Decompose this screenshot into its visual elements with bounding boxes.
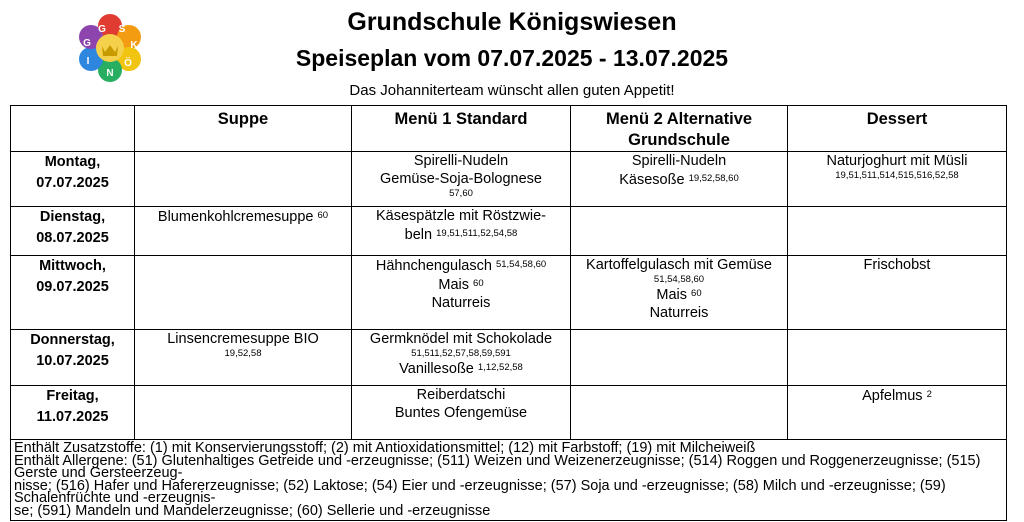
meal-line [571, 256, 787, 274]
logo-letter: K [130, 40, 138, 51]
greeting: Das Johanniterteam wünscht allen guten Appetit! [349, 82, 675, 99]
logo-letter: I [86, 56, 90, 67]
day-name: Mittwoch, [39, 258, 106, 274]
day-row [11, 330, 1007, 386]
suppe-cell [135, 386, 352, 440]
meal-line [352, 207, 570, 225]
meal-name: beln [404, 227, 433, 243]
meal-line [352, 188, 570, 199]
meal-name: Naturreis [649, 305, 709, 321]
col-header-day [11, 106, 135, 152]
col-header-menu1: Menü 1 Standard [352, 106, 571, 152]
meal-name: Hähnchengulasch [375, 258, 492, 274]
meal-name: Gemüse-Soja-Bolognese [379, 171, 542, 187]
logo-letter: G [83, 38, 91, 49]
meal-line [571, 274, 787, 285]
legend-additives: Enthält Zusatzstoffe: (1) mit Konservierungsstoff; (2) mit Antioxidationsmittel; (12) mit Farbstoff; (19) mit Milcheiweiß [14, 440, 756, 456]
suppe-cell [135, 256, 352, 330]
meal-line [135, 348, 351, 359]
legend-allergens: nisse; (516) Hafer und Hafererzeugnisse; (52) Laktose; (54) Eier und -erzeugnisse; (57) Soja und -erzeugnisse; (58) Milch und -erzeugnisse; (59) Schalenfrüchte und -erzeugnis- [14, 477, 946, 506]
meal-name: Spirelli-Nudeln [631, 153, 727, 169]
meal-line [352, 275, 570, 294]
meal-line [352, 359, 570, 378]
menu2-cell [571, 207, 788, 256]
day-date: 07.07.2025 [36, 175, 109, 191]
menu2-cell [571, 330, 788, 386]
day-cell [11, 256, 135, 330]
legend-allergens: se; (591) Mandeln und Mandelerzeugnisse; (60) Sellerie und -erzeugnisse [14, 502, 491, 519]
allergen-codes: 57,60 [449, 188, 473, 199]
meal-line [571, 285, 787, 304]
suppe-cell [135, 152, 352, 207]
suppe-cell [135, 207, 352, 256]
meal-name: Käsespätzle mit Röstzwie- [375, 208, 547, 224]
logo-letter: G [98, 24, 106, 35]
header-row [11, 106, 1007, 152]
allergen-codes: 51,511,52,57,58,59,591 [411, 348, 511, 359]
meal-line [135, 330, 351, 348]
col-header-dessert: Dessert [788, 106, 1007, 152]
school-name: Grundschule Königswiesen [347, 8, 677, 36]
menu1-cell [352, 152, 571, 207]
day-date: 09.07.2025 [36, 279, 109, 295]
allergen-codes: 19,51,511,52,54,58 [436, 228, 518, 239]
legend-allergens: Enthält Allergene: (51) Glutenhaltiges Getreide und -erzeugnisse; (511) Weizen und Weizenerzeugnisse; (514) Roggen und Roggenerzeugnisse; (515) Gerste und Gersteerzeug- [14, 452, 981, 481]
meal-name: Kartoffelgulasch mit Gemüse [586, 257, 772, 273]
logo-letter: S [118, 24, 126, 35]
day-cell [11, 330, 135, 386]
logo-letter: Ö [124, 58, 132, 69]
day-date: 11.07.2025 [36, 409, 109, 425]
allergen-codes: 2 [926, 389, 932, 400]
day-row [11, 386, 1007, 440]
col-header-menu2: Menü 2 Alternative Grundschule [571, 106, 788, 152]
meal-name: Linsencremesuppe BIO [167, 331, 319, 347]
menu2-cell [571, 256, 788, 330]
dessert-cell [788, 207, 1007, 256]
day-cell [11, 207, 135, 256]
meal-line [788, 386, 1006, 405]
day-cell [11, 152, 135, 207]
menu2-cell [571, 386, 788, 440]
day-name: Dienstag, [39, 209, 106, 225]
allergen-codes: 60 [473, 278, 484, 289]
footer-row [11, 440, 1007, 521]
meal-plan-table [10, 105, 1007, 521]
dessert-cell [788, 330, 1007, 386]
meal-name: Vanillesoße [399, 361, 474, 377]
allergen-codes: 19,52,58,60 [688, 173, 739, 184]
allergen-codes: 1,12,52,58 [477, 362, 523, 373]
day-row [11, 256, 1007, 330]
meal-line [352, 330, 570, 348]
meal-name: Buntes Ofengemüse [394, 405, 528, 421]
meal-line [352, 170, 570, 188]
meal-name: Reiberdatschi [416, 387, 506, 403]
dessert-cell [788, 152, 1007, 207]
allergen-codes: 60 [691, 288, 702, 299]
meal-line [352, 256, 570, 275]
menu1-cell [352, 386, 571, 440]
menu2-cell [571, 152, 788, 207]
menu1-cell [352, 207, 571, 256]
menu1-cell [352, 330, 571, 386]
meal-name: Frischobst [863, 257, 931, 273]
meal-name: Apfelmus [862, 388, 923, 404]
meal-name: Spirelli-Nudeln [413, 153, 509, 169]
day-name: Freitag, [46, 388, 99, 404]
meal-line [788, 170, 1006, 181]
plan-title: Speiseplan vom 07.07.2025 - 13.07.2025 [295, 45, 729, 71]
allergen-codes: 60 [317, 210, 329, 221]
meal-line [352, 152, 570, 170]
day-cell [11, 386, 135, 440]
meal-name: Naturreis [431, 295, 491, 311]
meal-line [571, 170, 787, 189]
dessert-cell [788, 256, 1007, 330]
dessert-cell [788, 386, 1007, 440]
meal-name: Mais [656, 287, 687, 303]
allergen-codes: 51,54,58,60 [495, 259, 547, 270]
allergen-codes: 51,54,58,60 [653, 274, 705, 285]
meal-line [571, 304, 787, 322]
meal-line [352, 294, 570, 312]
meal-line [352, 404, 570, 422]
day-name: Donnerstag, [30, 332, 115, 348]
meal-name: Mais [438, 277, 469, 293]
meal-name: Germknödel mit Schokolade [369, 331, 553, 347]
meal-name: Naturjoghurt mit Müsli [826, 153, 968, 169]
meal-name: Käsesoße [619, 172, 685, 188]
suppe-cell [135, 330, 352, 386]
meal-line [352, 348, 570, 359]
col-header-suppe: Suppe [135, 106, 352, 152]
menu1-cell [352, 256, 571, 330]
day-row [11, 207, 1007, 256]
allergen-codes: 19,52,58 [224, 348, 262, 359]
logo-letter: N [106, 68, 114, 79]
day-date: 08.07.2025 [36, 230, 109, 246]
legend [11, 440, 1007, 521]
day-date: 10.07.2025 [36, 353, 109, 369]
meal-line [788, 256, 1006, 274]
allergen-codes: 19,51,511,514,515,516,52,58 [835, 170, 959, 181]
day-row [11, 152, 1007, 207]
day-name: Montag, [44, 154, 101, 170]
meal-name: Blumenkohlcremesuppe [157, 209, 314, 225]
meal-line [135, 207, 351, 226]
meal-line [788, 152, 1006, 170]
meal-line [352, 225, 570, 244]
meal-line [571, 152, 787, 170]
meal-line [352, 386, 570, 404]
